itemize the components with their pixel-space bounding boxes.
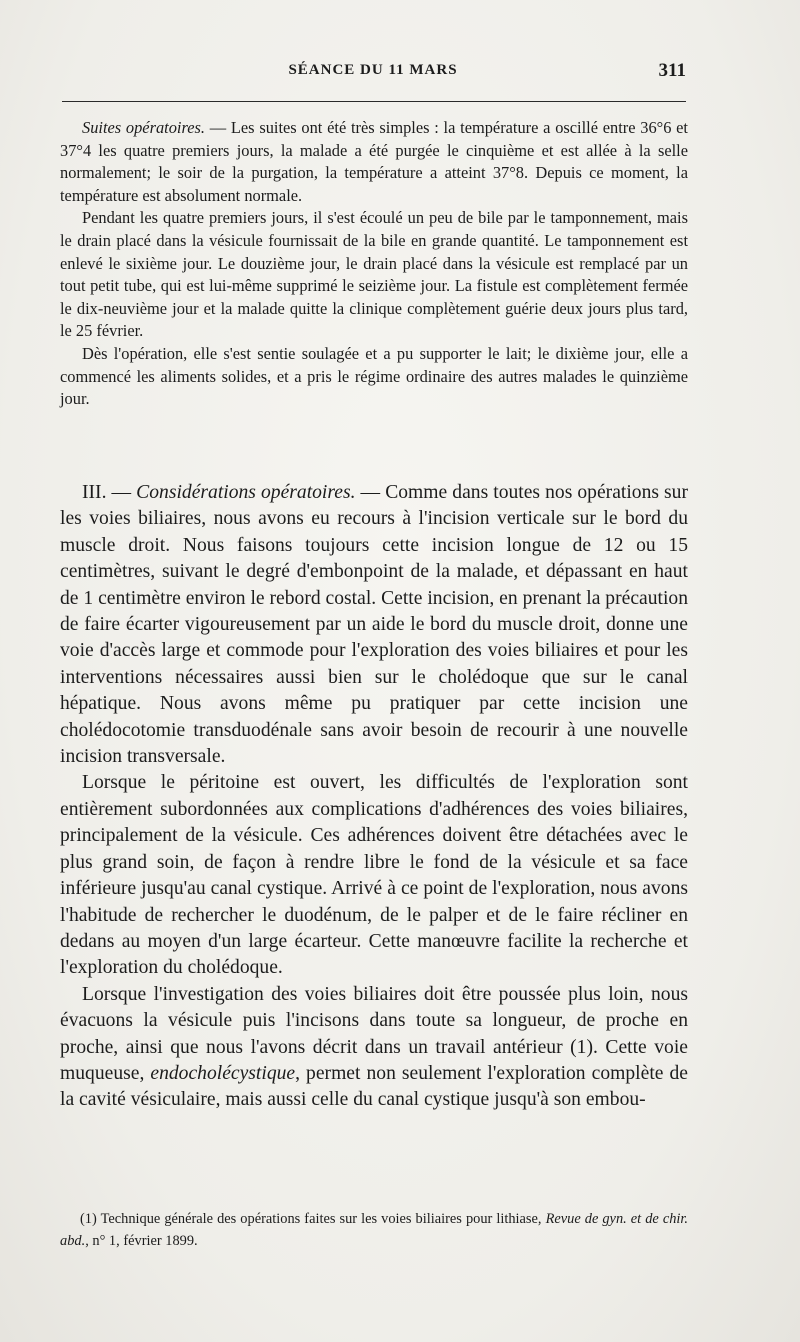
section-title: Considérations opératoires. — [136, 482, 356, 503]
paragraph-text-end: , permet non seulement l'exploration complète de la cavité vésiculaire, mais aussi celle du canal cystique jusqu'à son embou- — [60, 1062, 688, 1111]
footnote-marker: (1) — [80, 1211, 101, 1227]
footnote-text — [60, 1208, 688, 1252]
considerations-section — [60, 480, 688, 1114]
header-rule — [62, 101, 686, 102]
paragraph-label: Suites opératoires. — [82, 118, 205, 137]
paragraph-exploration: Lorsque le péritoine est ouvert, les difficultés de l'exploration sont entièrement subordonnées aux complications d'adhérences des voies biliaires, principalement de la vésicule. Ces adhérences doivent être détachées avec le plus grand soin, de façon à rendre libre le fond de la vésicule et sa face inférieure jusqu'au canal cystique. Arrivé à ce point de l'exploration, nous avons l'habitude de rechercher le duodénum, de le palper et de le faire récliner en dedans au moyen d'un large écarteur. Cette manœuvre facilite la recherche et l'exploration du cholédoque. — [60, 772, 688, 979]
running-title: SÉANCE DU 11 MARS — [288, 62, 458, 78]
footnote-body-end: , n° 1, février 1899. — [85, 1233, 198, 1249]
page-number: 311 — [658, 60, 686, 81]
running-head — [60, 58, 686, 90]
paragraph-suites-operatoires — [60, 117, 688, 207]
section-number: III. — — [82, 482, 137, 503]
paragraph-alimentation: Dès l'opération, elle s'est sentie soulagée et a pu supporter le lait; le dixième jour, elle a commencé les aliments solides, et a pris le régime ordinaire des autres malades le quinzième jour. — [60, 343, 688, 409]
footnote-body: Technique générale des opérations faites sur les voies biliaires pour lithiase, — [100, 1211, 546, 1227]
footnote — [60, 1208, 688, 1252]
case-report-section — [60, 117, 688, 411]
paragraph-text: Lorsque l'investigation des voies biliaires doit être poussée plus loin, nous évacuons la vésicule puis l'incisons dans toute sa longueur, de proche en proche, ainsi que nous l'avons décrit dans un travail antérieur (1). Cette voie muqueuse, — [60, 983, 688, 1084]
paragraph-incision — [60, 480, 688, 770]
paragraph-text: — Comme dans toutes nos opérations sur les voies biliaires, nous avons eu recours à l'incision verticale sur le bord du muscle droit. Nous faisons toujours cette incision longue de 12 ou 15 centimètres, suivant le degré d'embonpoint de la malade, et dépassant en haut de 1 centimètre environ le rebord costal. Cette incision, en prenant la précaution de faire écarter vigoureusement par un aide le bord du muscle droit, donne une voie d'accès large et commode pour l'exploration des voies biliaires et pour les interventions nécessaires aussi bien sur le cholédoque que sur le canal hépatique. Nous avons même pu pratiquer par cette incision une cholédocotomie transduodénale sans avoir besoin de recourir à une nouvelle incision transversale. — [60, 482, 688, 768]
paragraph-text: — Les suites ont été très simples : la température a oscillé entre 36°6 et 37°4 les quatre premiers jours, la malade a été purgée le cinquième et est allée à la selle normalement; le soir de la purgation, la température a atteint 37°8. Depuis ce moment, la température est absolument normale. — [60, 118, 688, 205]
italic-term: endocholécystique — [150, 1062, 296, 1084]
paragraph-investigation — [60, 982, 688, 1114]
footnote-journal: Revue de gyn. et de chir. abd. — [60, 1211, 688, 1249]
paragraph-drainage: Pendant les quatre premiers jours, il s'est écoulé un peu de bile par le tamponnement, mais le drain placé dans la vésicule fournissait de la bile en grande quantité. Le tamponnement est enlevé le sixième jour. Le douzième jour, le drain placé dans la vésicule est remplacé par un tout petit tube, qui est lui-même supprimé le seizième jour. La fistule est complètement fermée le dix-neuvième jour et la malade quitte la clinique complètement guérie deux jours plus tard, le 25 février. — [60, 208, 688, 341]
